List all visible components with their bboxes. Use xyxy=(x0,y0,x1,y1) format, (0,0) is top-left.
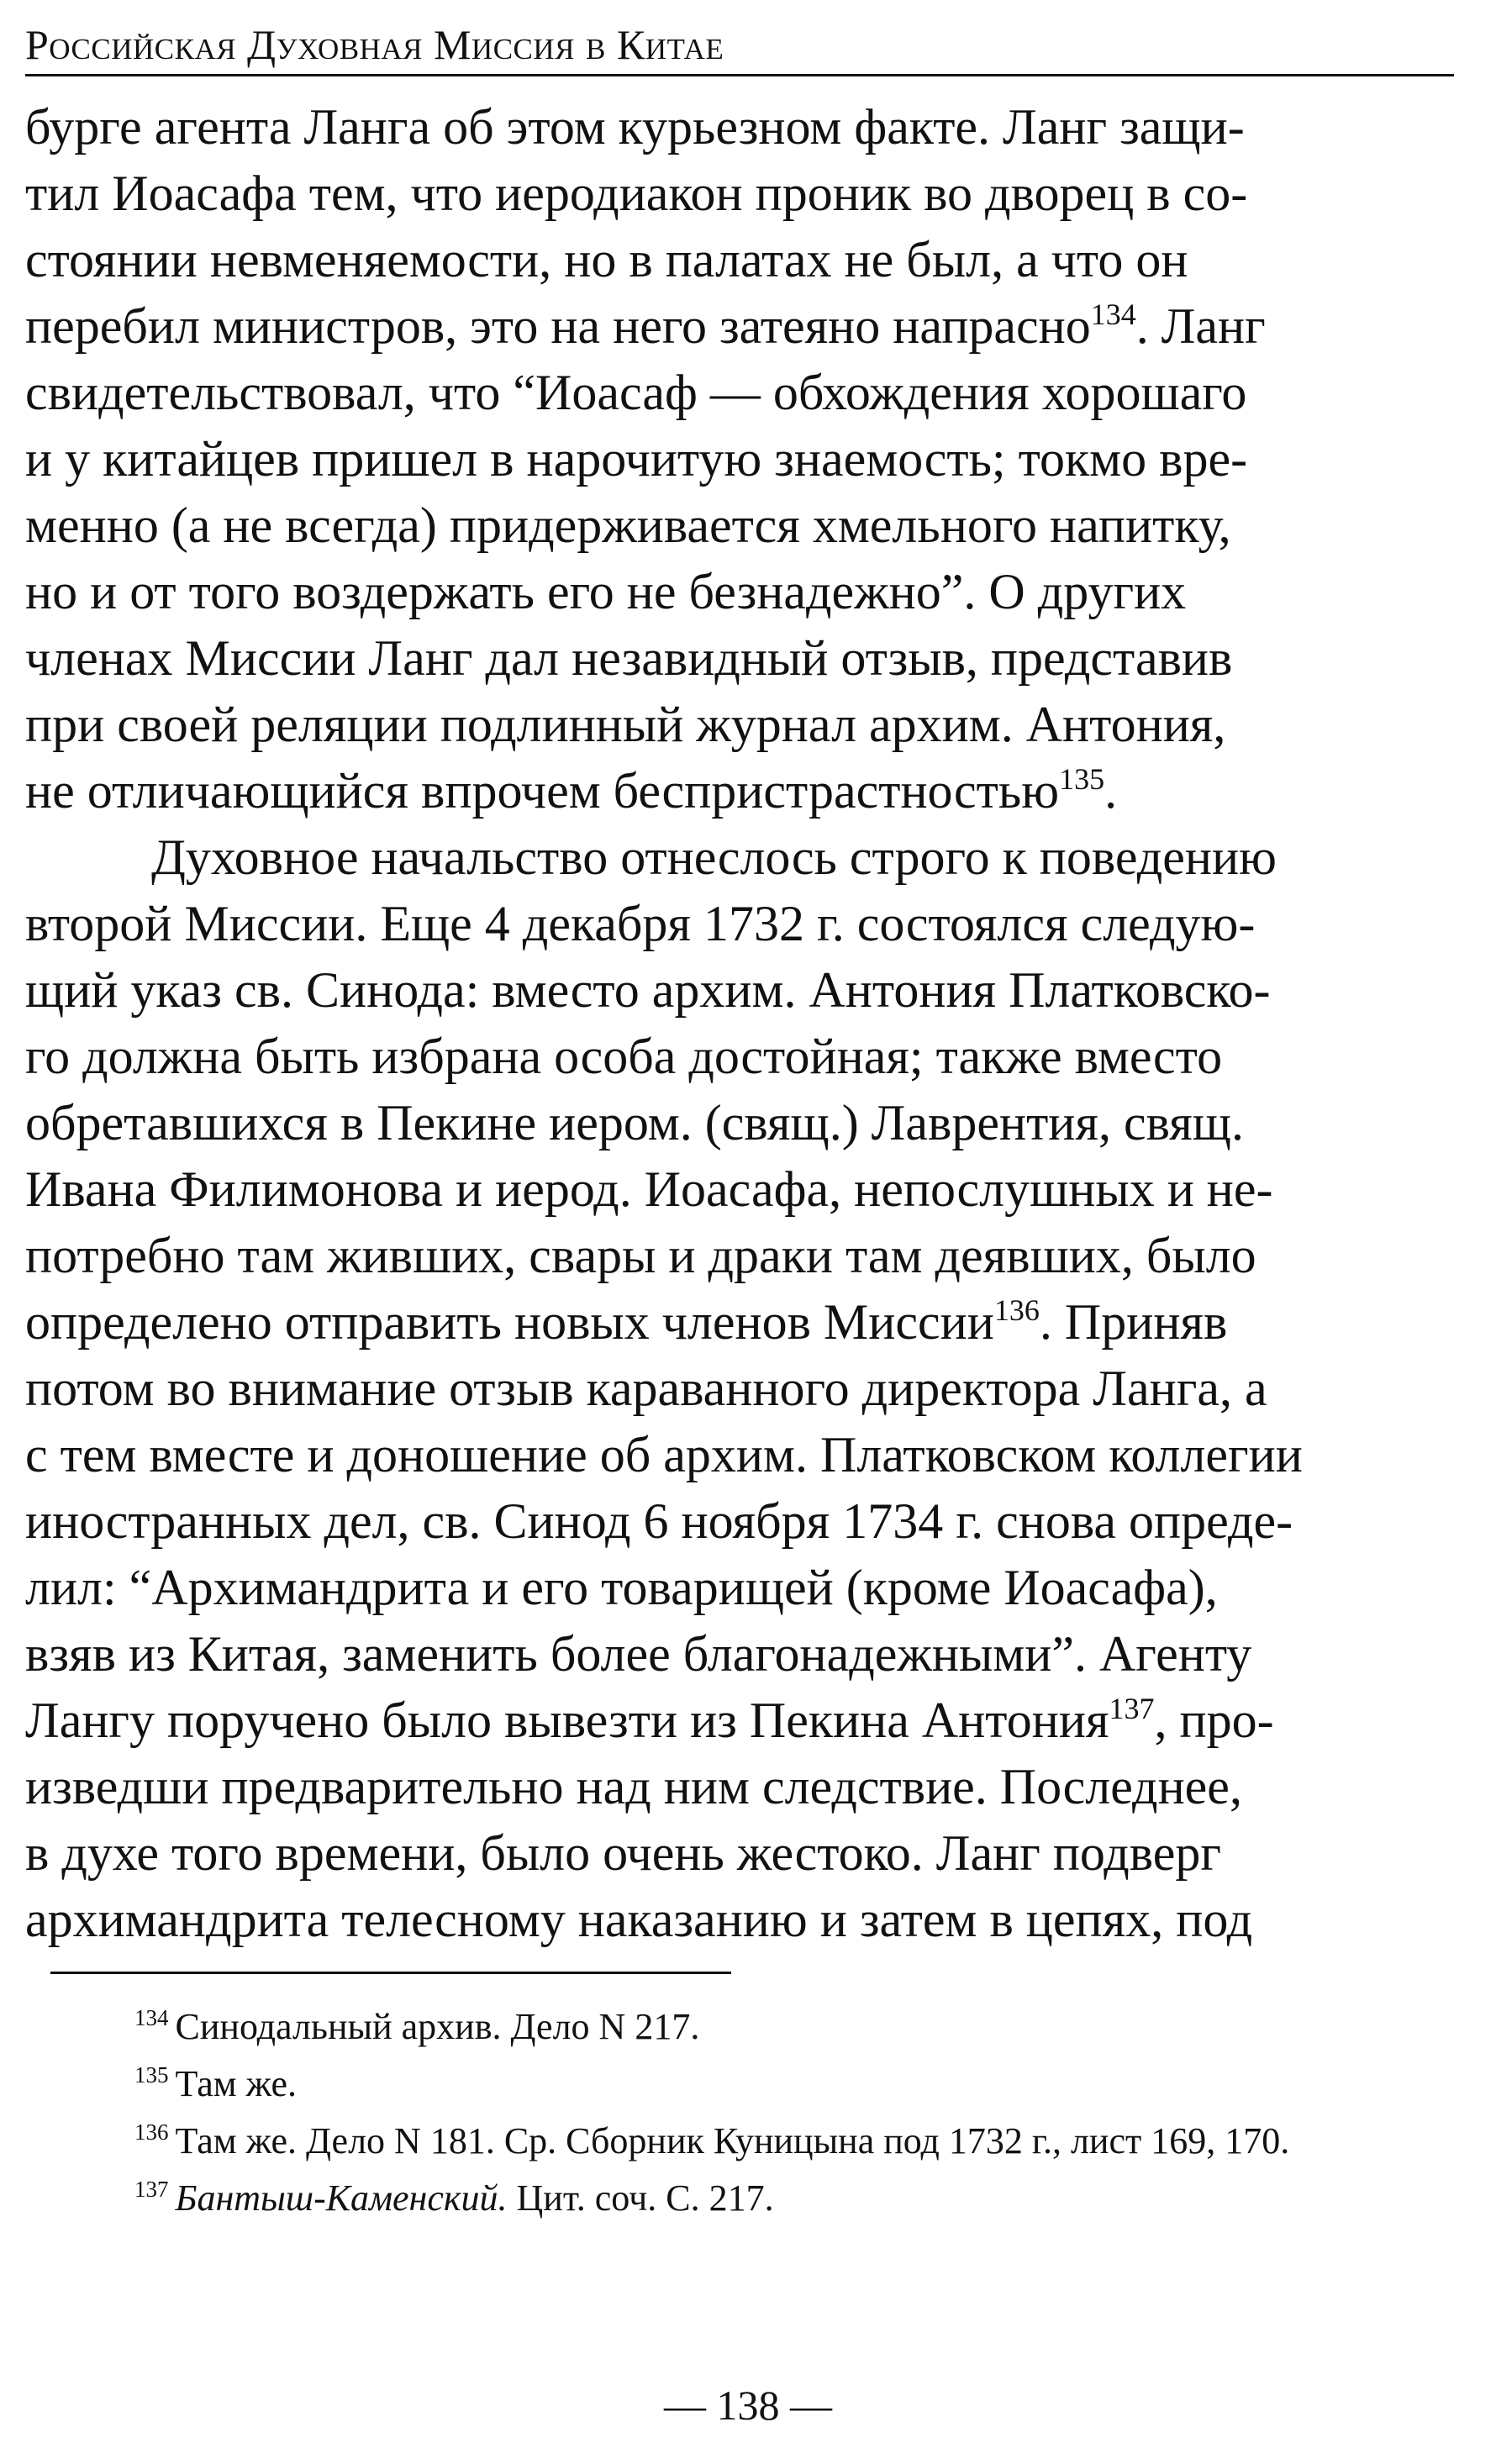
text-line: изведши предварительно над ним следствие. Последнее, xyxy=(25,1759,1242,1814)
text-segment: , про- xyxy=(1154,1693,1274,1748)
text-line: Ивана Филимонова и иерод. Иоасафа, непослушных и не- xyxy=(25,1161,1273,1217)
text-line: го должна быть избрана особа достойная; также вместо xyxy=(25,1029,1223,1084)
body-text xyxy=(25,94,1454,1953)
text-line: взяв из Китая, заменить более благонадежными”. Агенту xyxy=(25,1626,1252,1682)
text-segment: определено отправить новых членов Миссии xyxy=(25,1294,994,1350)
footnote-number: 134 xyxy=(134,2005,169,2030)
text-segment: не отличающийся впрочем беспристрастностью xyxy=(25,763,1060,819)
text-line: потом во внимание отзыв караванного директора Ланга, а xyxy=(25,1361,1267,1416)
page-number: — 138 — xyxy=(664,2382,832,2429)
text-line: щий указ св. Синода: вместо архим. Антония Платковско- xyxy=(25,962,1271,1018)
footnote-ref-135[interactable]: 135 xyxy=(1059,762,1105,796)
text-segment: Лангу поручено было вывезти из Пекина Антония xyxy=(25,1693,1109,1748)
footnote-number: 135 xyxy=(134,2062,169,2088)
footnote-137 xyxy=(134,2170,1446,2227)
footnote-135 xyxy=(134,2056,1446,2113)
text-line: потребно там живших, свары и драки там деявших, было xyxy=(25,1228,1256,1283)
text-segment: перебил министров, это на него затеяно напрасно xyxy=(25,298,1091,354)
running-head xyxy=(25,15,1454,74)
text-line xyxy=(25,1687,1454,1754)
footnote-text: Цит. соч. С. 217. xyxy=(507,2177,774,2219)
footnote-text: Там же. xyxy=(175,2063,298,2104)
text-line: лил: “Архимандрита и его товарищей (кроме Иоасафа), xyxy=(25,1560,1218,1615)
footnotes xyxy=(134,1998,1446,2227)
paragraph-first-line: Духовное начальство отнеслось строго к поведению xyxy=(151,829,1277,885)
footnote-separator xyxy=(50,1972,731,1974)
text-line xyxy=(25,758,1454,824)
footnote-134 xyxy=(134,1998,1446,2056)
text-line xyxy=(25,293,1454,360)
footnote-136 xyxy=(134,2113,1446,2170)
text-line: менно (а не всегда) придерживается хмельного напитку, xyxy=(25,498,1231,553)
text-segment: . Приняв xyxy=(1039,1294,1228,1350)
footnote-ref-134[interactable]: 134 xyxy=(1090,297,1136,331)
text-line: второй Миссии. Еще 4 декабря 1732 г. состоялся следую- xyxy=(25,896,1256,951)
text-line: членах Миссии Ланг дал незавидный отзыв, представив xyxy=(25,630,1233,686)
text-line: с тем вместе и доношение об архим. Платковском коллегии xyxy=(25,1427,1303,1482)
text-line: но и от того воздержать его не безнадежно”. О других xyxy=(25,564,1187,619)
footnote-text: Синодальный архив. Дело N 217. xyxy=(175,2006,700,2047)
footnote-author: Бантыш-Каменский. xyxy=(175,2177,508,2219)
text-line: обретавшихся в Пекине иером. (свящ.) Лаврентия, свящ. xyxy=(25,1095,1244,1150)
text-line: и у китайцев пришел в нарочитую знаемость; токмо вре- xyxy=(25,431,1248,487)
footnote-ref-136[interactable]: 136 xyxy=(993,1293,1040,1327)
text-line: стоянии невменяемости, но в палатах не был, а что он xyxy=(25,232,1188,287)
text-segment: . xyxy=(1104,763,1118,819)
footnote-ref-137[interactable]: 137 xyxy=(1109,1692,1155,1725)
running-head-text: Российская Духовная Миссия в Китае xyxy=(25,21,724,68)
footnote-text: Там же. Дело N 181. Ср. Сборник Куницына под 1732 г., лист 169, 170. xyxy=(175,2120,1290,2161)
footnote-number: 137 xyxy=(134,2177,169,2202)
text-line: свидетельствовал, что “Иоасаф — обхождения хорошаго xyxy=(25,365,1247,420)
text-line: иностранных дел, св. Синод 6 ноября 1734 г. снова опреде- xyxy=(25,1493,1293,1549)
text-line: в духе того времени, было очень жестоко. Ланг подверг xyxy=(25,1825,1221,1881)
text-segment: . Ланг xyxy=(1135,298,1266,354)
text-line xyxy=(25,1289,1454,1356)
text-line: бурге агента Ланга об этом курьезном факте. Ланг защи- xyxy=(25,99,1245,155)
header-rule xyxy=(25,74,1454,76)
text-line: тил Иоасафа тем, что иеродиакон проник во дворец в со- xyxy=(25,166,1248,221)
text-line: архимандрита телесному наказанию и затем в цепях, под xyxy=(25,1892,1253,1947)
text-line: при своей реляции подлинный журнал архим. Антония, xyxy=(25,697,1226,752)
footnote-number: 136 xyxy=(134,2119,169,2145)
